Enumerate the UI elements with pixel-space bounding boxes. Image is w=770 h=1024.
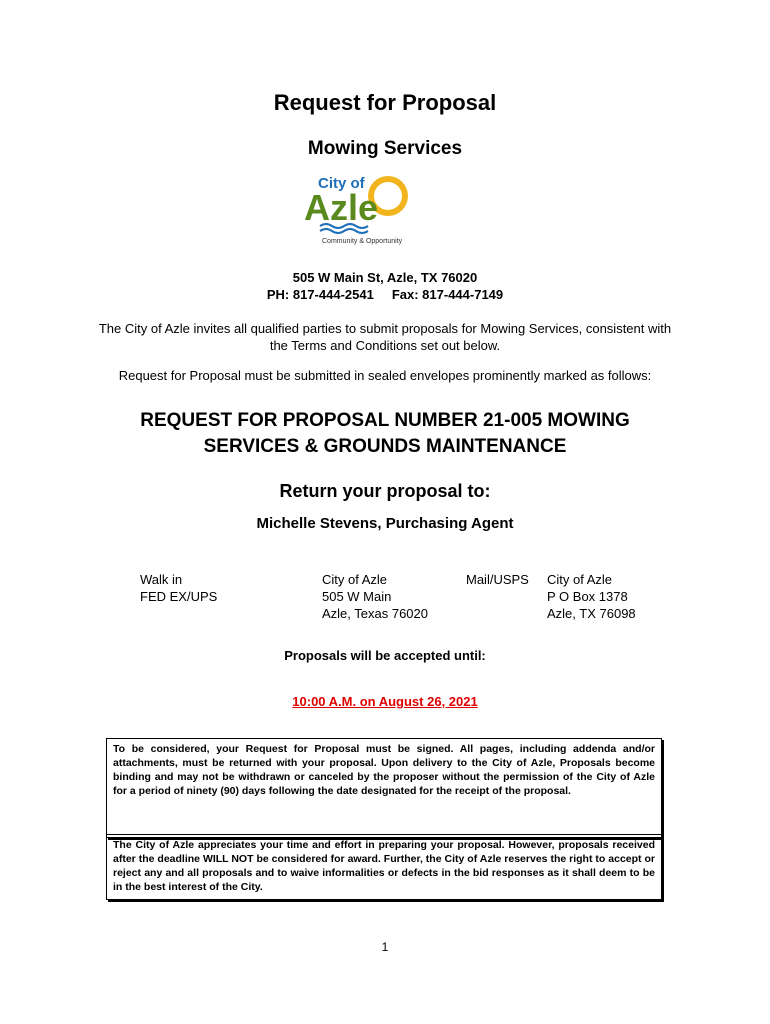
rfp-heading	[0, 408, 770, 460]
fax-number: Fax: 817-444-7149	[391, 287, 504, 302]
document-title: Request for Proposal	[273, 90, 497, 115]
page-number: 1	[381, 940, 389, 954]
mail-address-line-3: Azle, TX 76098	[547, 606, 636, 621]
submission-instruction: Request for Proposal must be submitted in sealed envelopes prominently marked as follows:	[118, 368, 652, 383]
street-address: 505 W Main St, Azle, TX 76020	[292, 270, 478, 285]
deadline-date: 10:00 A.M. on August 26, 2021	[292, 694, 478, 709]
mail-address	[547, 571, 636, 622]
mail-label: Mail/USPS	[466, 572, 529, 587]
city-of-azle-logo	[300, 168, 430, 248]
return-heading: Return your proposal to:	[279, 481, 491, 501]
walkin-label: Walk in	[140, 572, 183, 587]
address-block	[0, 269, 770, 303]
phone-number: PH: 817-444-2541	[266, 287, 374, 302]
walkin-address	[322, 571, 428, 622]
logo-tagline: Community & Opportunity	[322, 238, 403, 245]
signature-notice-box: To be considered, your Request for Proposal must be signed. All pages, including addenda and/or attachments, must be returned with your proposal. Upon delivery to the City of Azle, Proposals become binding and may not be withdrawn or canceled by the proposer without the permission of the City of Azle for a period of ninety (90) days following the date designated for the receipt of the proposal.	[106, 738, 662, 838]
intro-line-1: The City of Azle invites all qualified parties to submit proposals for Mowing Services, consistent with	[98, 321, 672, 336]
walkin-address-line-2: 505 W Main	[322, 589, 392, 604]
rfp-heading-line-1: REQUEST FOR PROPOSAL NUMBER 21-005 MOWING	[140, 410, 630, 431]
mail-address-line-1: City of Azle	[547, 572, 613, 587]
accepted-until-label: Proposals will be accepted until:	[284, 648, 486, 663]
walkin-address-line-1: City of Azle	[322, 572, 388, 587]
purchasing-agent: Michelle Stevens, Purchasing Agent	[256, 515, 514, 532]
fedex-ups-label: FED EX/UPS	[140, 589, 218, 604]
walkin-address-line-3: Azle, Texas 76020	[322, 606, 428, 621]
intro-line-2: the Terms and Conditions set out below.	[269, 338, 501, 353]
deadline-notice-box: The City of Azle appreciates your time and effort in preparing your proposal. However, proposals received after the deadline WILL NOT be considered for award. Further, the City of Azle reserves the right to accept or reject any and all proposals and to waive informalities or defects in the bid responses as it shall deem to be in the best interest of the City.	[106, 834, 662, 900]
rfp-heading-line-2: SERVICES & GROUNDS MAINTENANCE	[203, 436, 567, 457]
logo-azle: Azle	[304, 187, 379, 228]
logo-city-of: City of	[318, 175, 365, 192]
document-subtitle: Mowing Services	[307, 138, 463, 159]
mail-address-line-2: P O Box 1378	[547, 589, 628, 604]
walkin-labels	[140, 571, 217, 605]
intro-paragraph	[0, 320, 770, 354]
